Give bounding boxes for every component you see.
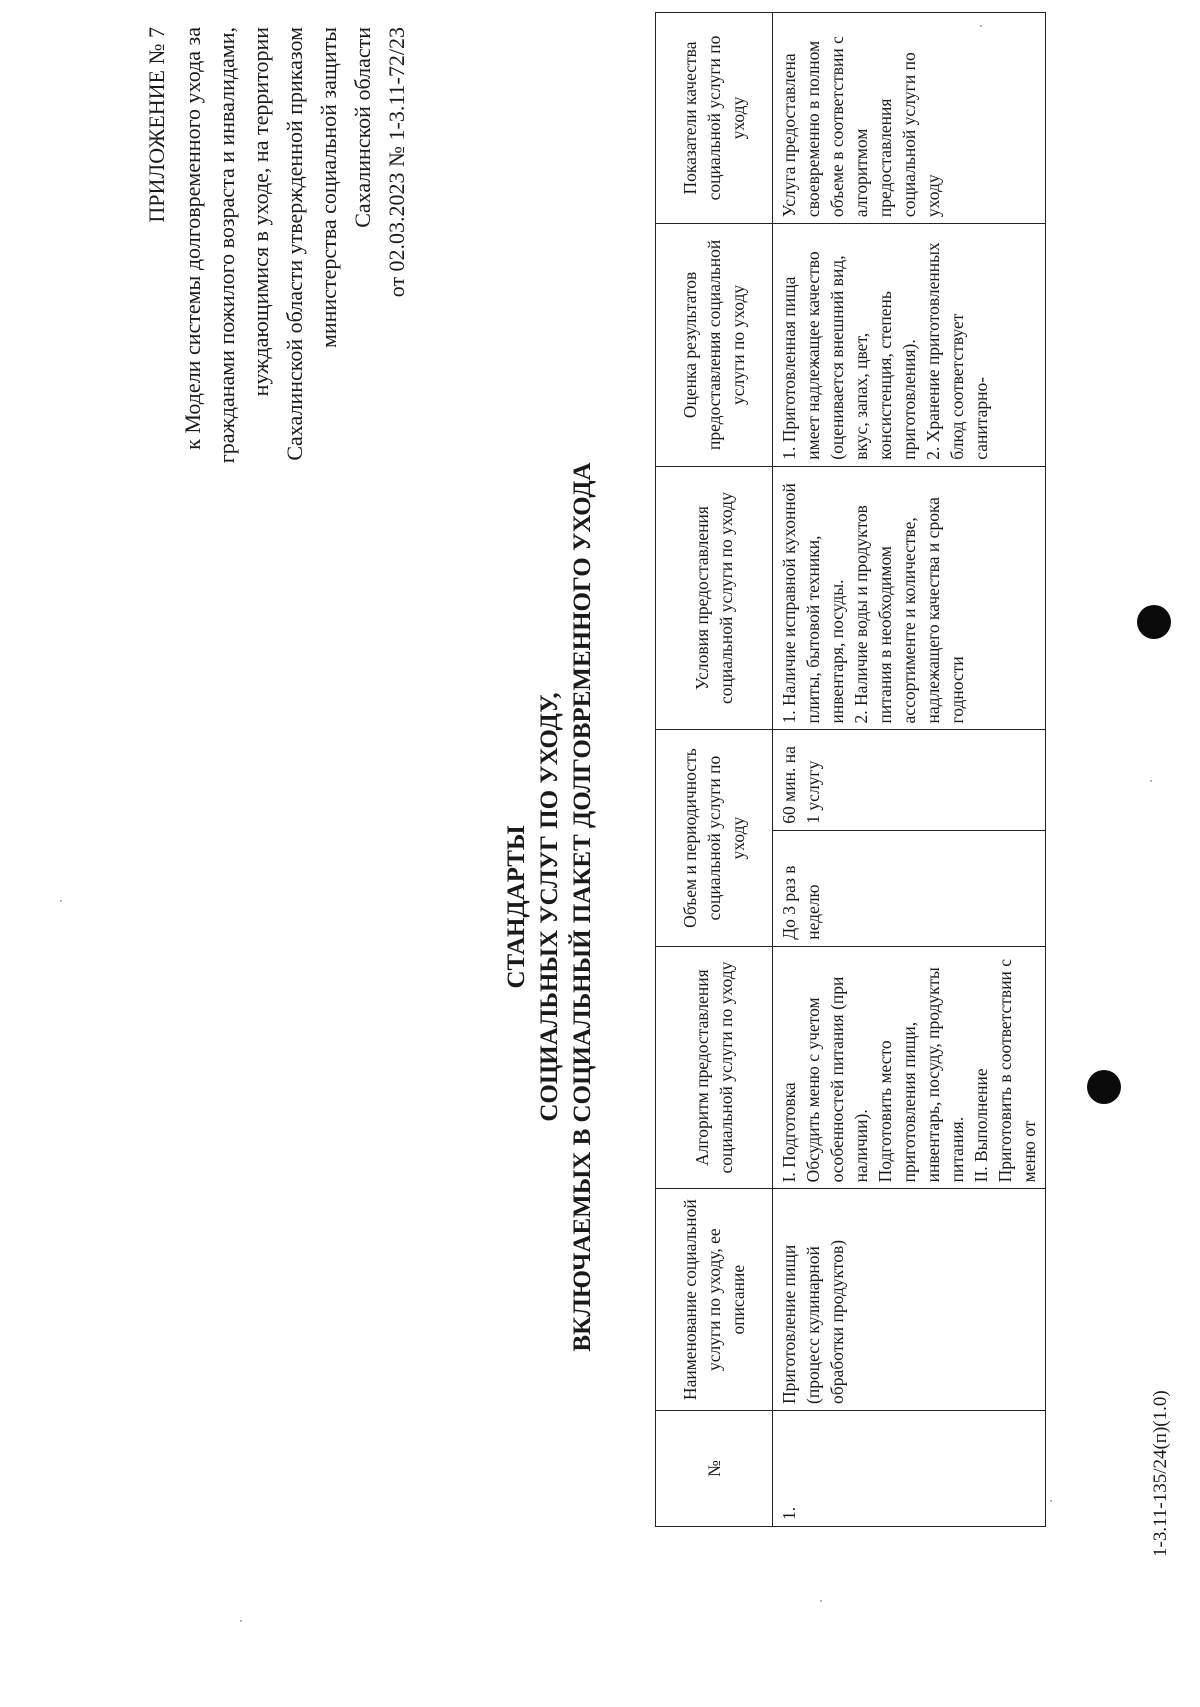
header-quality: Показатели качества социальной услуги по уходу [656,13,773,224]
appendix-line: к Модели системы долговременного ухода за [180,27,205,450]
cell-num: 1. [773,1410,1046,1526]
appendix-line: от 02.03.2023 № 1-3.11-72/23 [384,27,409,298]
scan-speck [980,25,982,27]
scan-speck [240,1620,242,1622]
header-conditions: Условия предоставления социальной услуги по уходу [656,466,773,730]
cell-name: Приготовление пищи (процесс кулинарной обработки продуктов) [773,1189,1046,1411]
cell-volume-time: 60 мин. на 1 услугу [773,730,1046,830]
scan-speck [1050,1500,1052,1502]
cell-algorithm: I. Подготовка Обсудить меню с учетом особенностей питания (при наличии). Подготовить место приготовления пищи, инвентарь, посуду, продукты питания. II. Выполнение Приготовить в соответствии с меню от [773,946,1046,1189]
appendix-line: министерства социальной защиты [316,27,341,349]
scan-speck [1150,780,1152,782]
header-num: № [656,1410,773,1526]
title-line-2: СОЦИАЛЬНЫХ УСЛУГ ПО УХОДУ, [536,692,563,1122]
table-header-row [656,13,773,1527]
scan-speck [60,900,62,902]
document-title [500,407,599,1407]
cell-volume-frequency: До 3 раз в неделю [773,830,1046,946]
header-evaluation: Оценка результатов предоставления социальной услуги по уходу [656,224,773,467]
appendix-block [140,27,414,527]
header-name: Наименование социальной услуги по уходу, ее описание [656,1189,773,1411]
punch-hole [1137,605,1171,639]
standards-table [655,12,1046,1527]
appendix-line: Сахалинской области утвержденной приказом [282,27,307,461]
table-row [773,13,1046,1527]
appendix-line: Сахалинской области [350,27,375,228]
header-volume: Объем и периодичность социальной услуги по уходу [656,730,773,946]
header-algorithm: Алгоритм предоставления социальной услуги по уходу [656,946,773,1189]
title-line-1: СТАНДАРТЫ [503,825,530,989]
cell-quality: Услуга предоставлена своевременно в полном объеме в соответствии с алгоритмом предоставления социальной услуги по уходу [773,13,1046,224]
document-code: 1-3.11-135/24(п)(1.0) [1150,1390,1171,1557]
title-line-3: ВКЛЮЧАЕМЫХ В СОЦИАЛЬНЫЙ ПАКЕТ ДОЛГОВРЕМЕННОГО УХОДА [569,462,596,1352]
cell-conditions: 1. Наличие исправной кухонной плиты, бытовой техники, инвентаря, посуды. 2. Наличие воды и продуктов питания в необходимом ассортименте и количестве, надлежащего качества и срока годности [773,466,1046,730]
scan-speck [820,1600,822,1602]
punch-hole [1087,1070,1121,1104]
appendix-line: гражданами пожилого возраста и инвалидами, [214,27,239,464]
appendix-line: нуждающимися в уходе, на территории [248,27,273,397]
appendix-heading: ПРИЛОЖЕНИЕ № 7 [144,27,169,223]
cell-evaluation: 1. Приготовленная пища имеет надлежащее качество (оценивается внешний вид, вкус, запах, цвет, консистенция, степень приготовления). 2. Хранение приготовленных блюд соответствует санитарно- [773,224,1046,467]
